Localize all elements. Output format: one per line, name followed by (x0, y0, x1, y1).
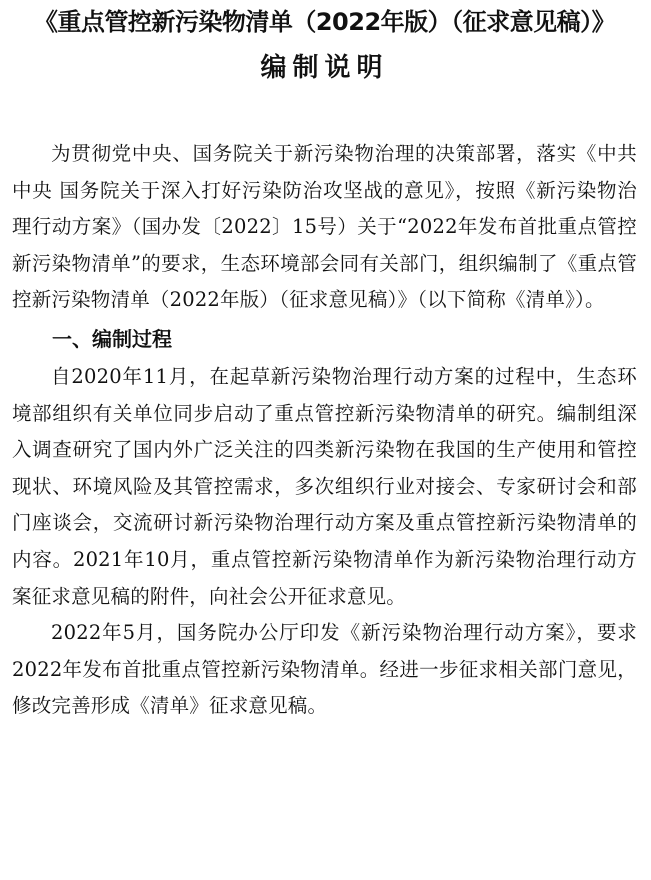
section-paragraph: 2022年5月，国务院办公厅印发《新污染物治理行动方案》，要求2022年发布首批重点管控新污染物清单。经进一步征求相关部门意见，修改完善形成《清单》征求意见稿。 (12, 621, 637, 718)
section-paragraph: 自2020年11月，在起草新污染物治理行动方案的过程中，生态环境部组织有关单位同步启动了重点管控新污染物清单的研究。编制组深入调查研究了国内外广泛关注的四类新污染物在我国的生产使用和管控现状、环境风险及其管控需求，多次组织行业对接会、专家研讨会和部门座谈会，交流研讨新污染物治理行动方案及重点管控新污染物清单的内容。2021年10月，重点管控新污染物清单作为新污染物治理行动方案征求意见稿的附件，向社会公开征求意见。 (12, 364, 637, 608)
document-title: 《重点管控新污染物清单（2022年版）（征求意见稿）》 (33, 8, 616, 36)
intro-paragraph: 为贯彻党中央、国务院关于新污染物治理的决策部署，落实《中共中央 国务院关于深入打好污染防治攻坚战的意见》，按照《新污染物治理行动方案》（国办发〔2022〕15号）关于“2022年发布首批重点管控新污染物清单”的要求，生态环境部会同有关部门，组织编制了《重点管控新污染物清单（2022年版）（征求意见稿）》（以下简称《清单》）。 (12, 142, 637, 312)
document-body (12, 136, 637, 725)
section-heading-compilation-process: 一、编制过程 (52, 326, 172, 351)
document-subtitle: 编制说明 (260, 53, 389, 83)
